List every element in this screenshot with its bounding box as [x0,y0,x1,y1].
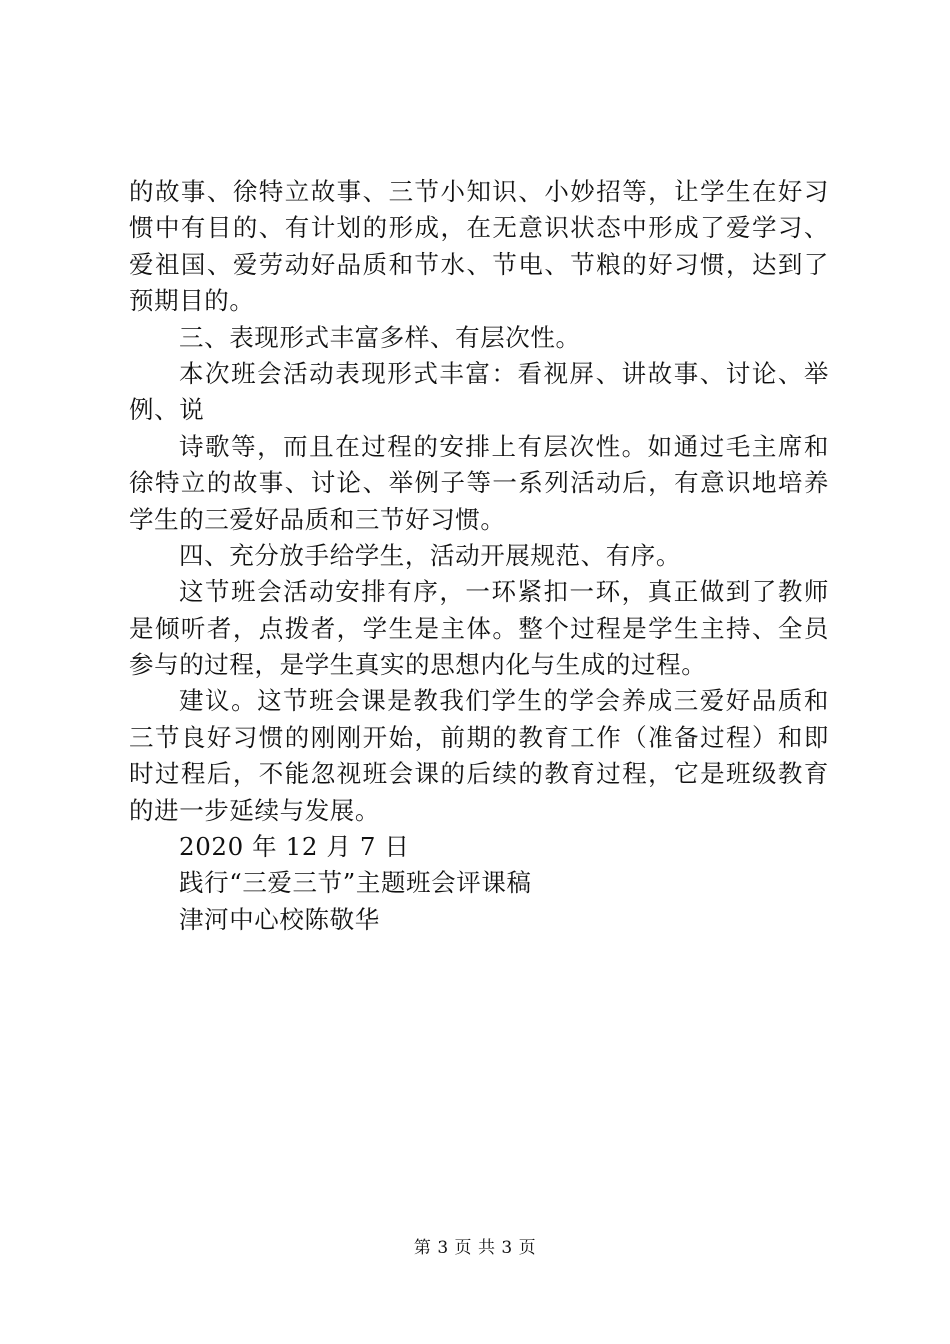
text-line-2: 惯中有目的、有计划的形成，在无意识状态中形成了爱学习、 [129,213,829,243]
text-line-12: 这节班会活动安排有序，一环紧扣一环，真正做到了教师 [179,577,829,607]
text-line-13: 是倾听者，点拨者，学生是主体。整个过程是学生主持、全员 [129,613,829,643]
section-heading-3: 三、表现形式丰富多样、有层次性。 [179,322,581,352]
text-line-18: 的进一步延续与发展。 [129,795,380,825]
text-line-6: 本次班会活动表现形式丰富：看视屏、讲故事、讨论、举 [179,358,829,388]
section-heading-4: 四、充分放手给学生，活动开展规范、有序。 [179,540,681,570]
text-line-9: 徐特立的故事、讨论、举例子等一系列活动后，有意识地培养 [129,468,829,498]
text-line-14: 参与的过程，是学生真实的思想内化与生成的过程。 [129,650,707,680]
text-line-15: 建议。这节班会课是教我们学生的学会养成三爱好品质和 [179,686,829,716]
text-line-3: 爱祖国、爱劳动好品质和节水、节电、节粮的好习惯，达到了 [129,249,829,279]
text-line-7: 例、说 [129,395,205,425]
text-line-16: 三节良好习惯的刚刚开始，前期的教育工作（准备过程）和即 [129,722,829,752]
text-line-1: 的故事、徐特立故事、三节小知识、小妙招等，让学生在好习 [129,177,829,206]
page-number-footer: 第 3 页 共 3 页 [413,1238,537,1258]
document-body [129,174,829,938]
document-title: 践行“三爱三节”主题班会评课稿 [179,868,532,898]
document-date: 2020 年 12 月 7 日 [179,832,410,862]
text-line-17: 时过程后，不能忽视班会课的后续的教育过程，它是班级教育 [129,759,829,789]
text-line-10: 学生的三爱好品质和三节好习惯。 [129,504,506,534]
text-line-4: 预期目的。 [129,286,255,316]
text-line-8: 诗歌等，而且在过程的安排上有层次性。如通过毛主席和 [179,431,829,461]
document-author: 津河中心校陈敬华 [179,904,380,934]
